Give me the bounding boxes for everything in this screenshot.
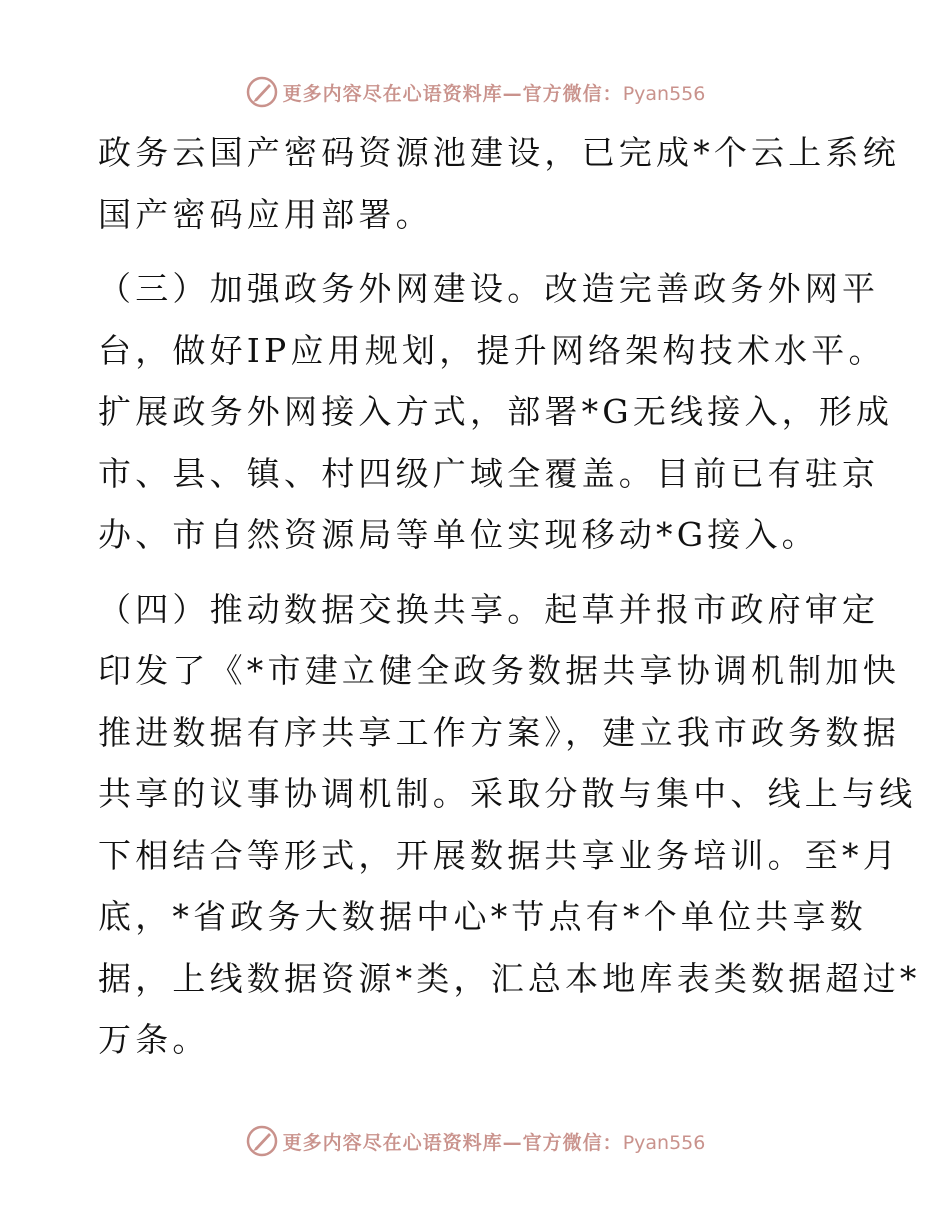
- watermark-official: 官方微信：: [522, 1131, 623, 1154]
- watermark-brand: 更多内容尽在心语资料库: [282, 82, 503, 105]
- watermark-wechat-id: Pyan556: [622, 1131, 706, 1154]
- watermark-wechat-id: Pyan556: [622, 82, 706, 105]
- text-line: 推进数据有序共享工作方案》，建立我市政务数据: [98, 712, 900, 752]
- quill-logo-icon: [245, 75, 279, 109]
- text-line: 共享的议事协调机制。采取分散与集中、线上与线: [98, 774, 917, 813]
- watermark-dash: —: [502, 82, 523, 105]
- watermark-dash: —: [502, 1131, 523, 1154]
- text-line: 印发了《*市建立健全政务数据共享协调机制加快: [98, 651, 900, 690]
- text-line: 台，做好IP应用规划，提升网络架构技术水平。: [98, 330, 886, 370]
- text-line: 下相结合等形式，开展数据共享业务培训。至*月: [98, 835, 900, 875]
- watermark-text: [283, 1128, 706, 1155]
- text-line: 国产密码应用部署。: [98, 194, 433, 234]
- document-body: [98, 122, 921, 1071]
- header-watermark: [0, 72, 950, 112]
- text-line: 万条。: [98, 1020, 210, 1059]
- text-line: 扩展政务外网接入方式，部署*G无线接入，形成: [98, 392, 894, 431]
- watermark-text: [283, 79, 706, 106]
- paragraph-1: [98, 122, 900, 245]
- quill-logo-icon: [245, 1124, 279, 1158]
- watermark-brand: 更多内容尽在心语资料库: [282, 1131, 503, 1154]
- paragraph-3: [98, 579, 921, 1071]
- text-line: 据，上线数据资源*类，汇总本地库表类数据超过*: [98, 958, 921, 998]
- text-line: 市、县、镇、村四级广域全覆盖。目前已有驻京: [98, 453, 880, 493]
- paragraph-2: [98, 258, 894, 566]
- text-line: （四）推动数据交换共享。起草并报市政府审定: [98, 589, 880, 629]
- text-line: （三）加强政务外网建设。改造完善政务外网平: [98, 269, 880, 308]
- watermark-official: 官方微信：: [522, 82, 623, 105]
- text-line: 办、市自然资源局等单位实现移动*G接入。: [98, 515, 819, 554]
- footer-watermark: [0, 1121, 950, 1161]
- text-line: 政务云国产密码资源池建设，已完成*个云上系统: [98, 133, 900, 172]
- text-line: 底，*省政务大数据中心*节点有*个单位共享数: [98, 897, 867, 936]
